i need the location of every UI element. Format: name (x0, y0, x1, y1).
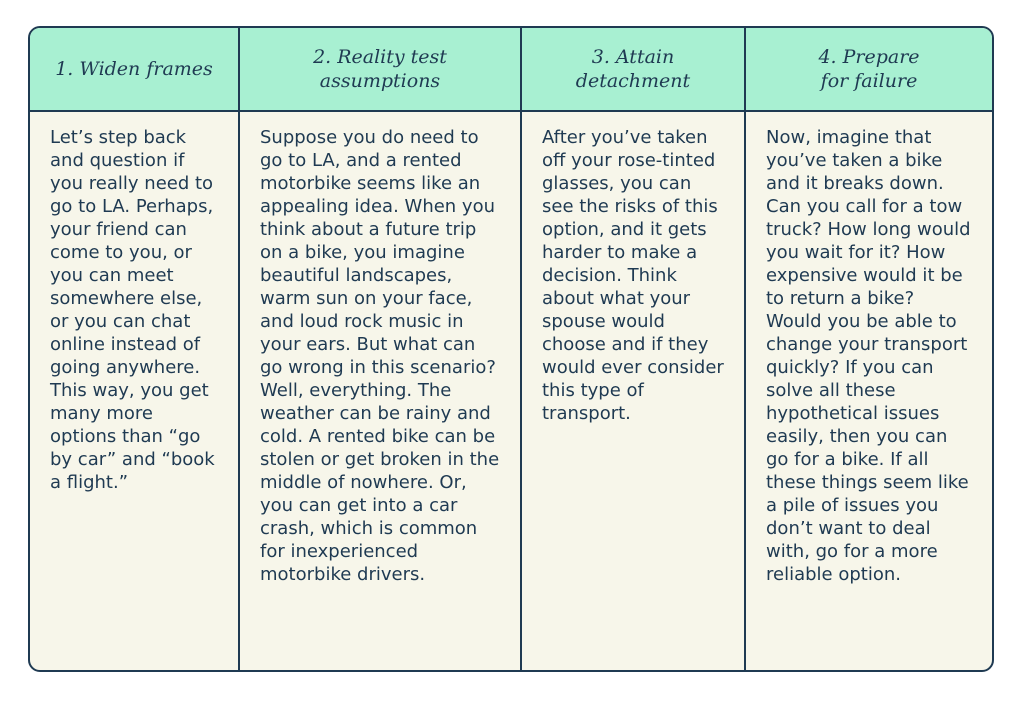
table-body-row (30, 112, 992, 670)
body-widen-frames: Let’s step back and question if you really need to go to LA. Perhaps, your friend can come to you, or you can meet somewhere else, or you can chat online instead of going anywhere. This way, you get many more options than “go by car” and “book a flight.” (30, 112, 240, 670)
table-header-row (30, 28, 992, 112)
header-widen-frames: 1. Widen frames (30, 28, 240, 110)
header-attain-detachment: 3. Attain detachment (522, 28, 746, 110)
header-reality-test-assumptions: 2. Reality test assumptions (240, 28, 522, 110)
body-prepare-for-failure: Now, imagine that you’ve taken a bike and it breaks down. Can you call for a tow truck? How long would you wait for it? How expensive would it be to return a bike? Would you be able to change your transport quickly? If you can solve all these hypothetical issues easily, then you can go for a bike. If all these things seem like a pile of issues you don’t want to deal with, go for a more reliable option. (766, 127, 971, 585)
body-reality-test-assumptions: Suppose you do need to go to LA, and a rented motorbike seems like an appealing idea. When you think about a future trip on a bike, you imagine beautiful landscapes, warm sun on your face, and loud rock music in your ears. But what can go wrong in this scenario? Well, everything. The weather can be rainy and cold. A rented bike can be stolen or get broken in the middle of nowhere. Or, you can get into a car crash, which is common for inexperienced motorbike drivers. (240, 112, 522, 670)
header-prepare-for-failure: 4. Prepare for failure (818, 46, 920, 92)
body-attain-detachment: After you’ve taken off your rose-tinted glasses, you can see the risks of this option, and it gets harder to make a decision. Think about what your spouse would choose and if they would ever consider this type of transport. (522, 112, 746, 670)
decision-steps-table (28, 26, 994, 672)
